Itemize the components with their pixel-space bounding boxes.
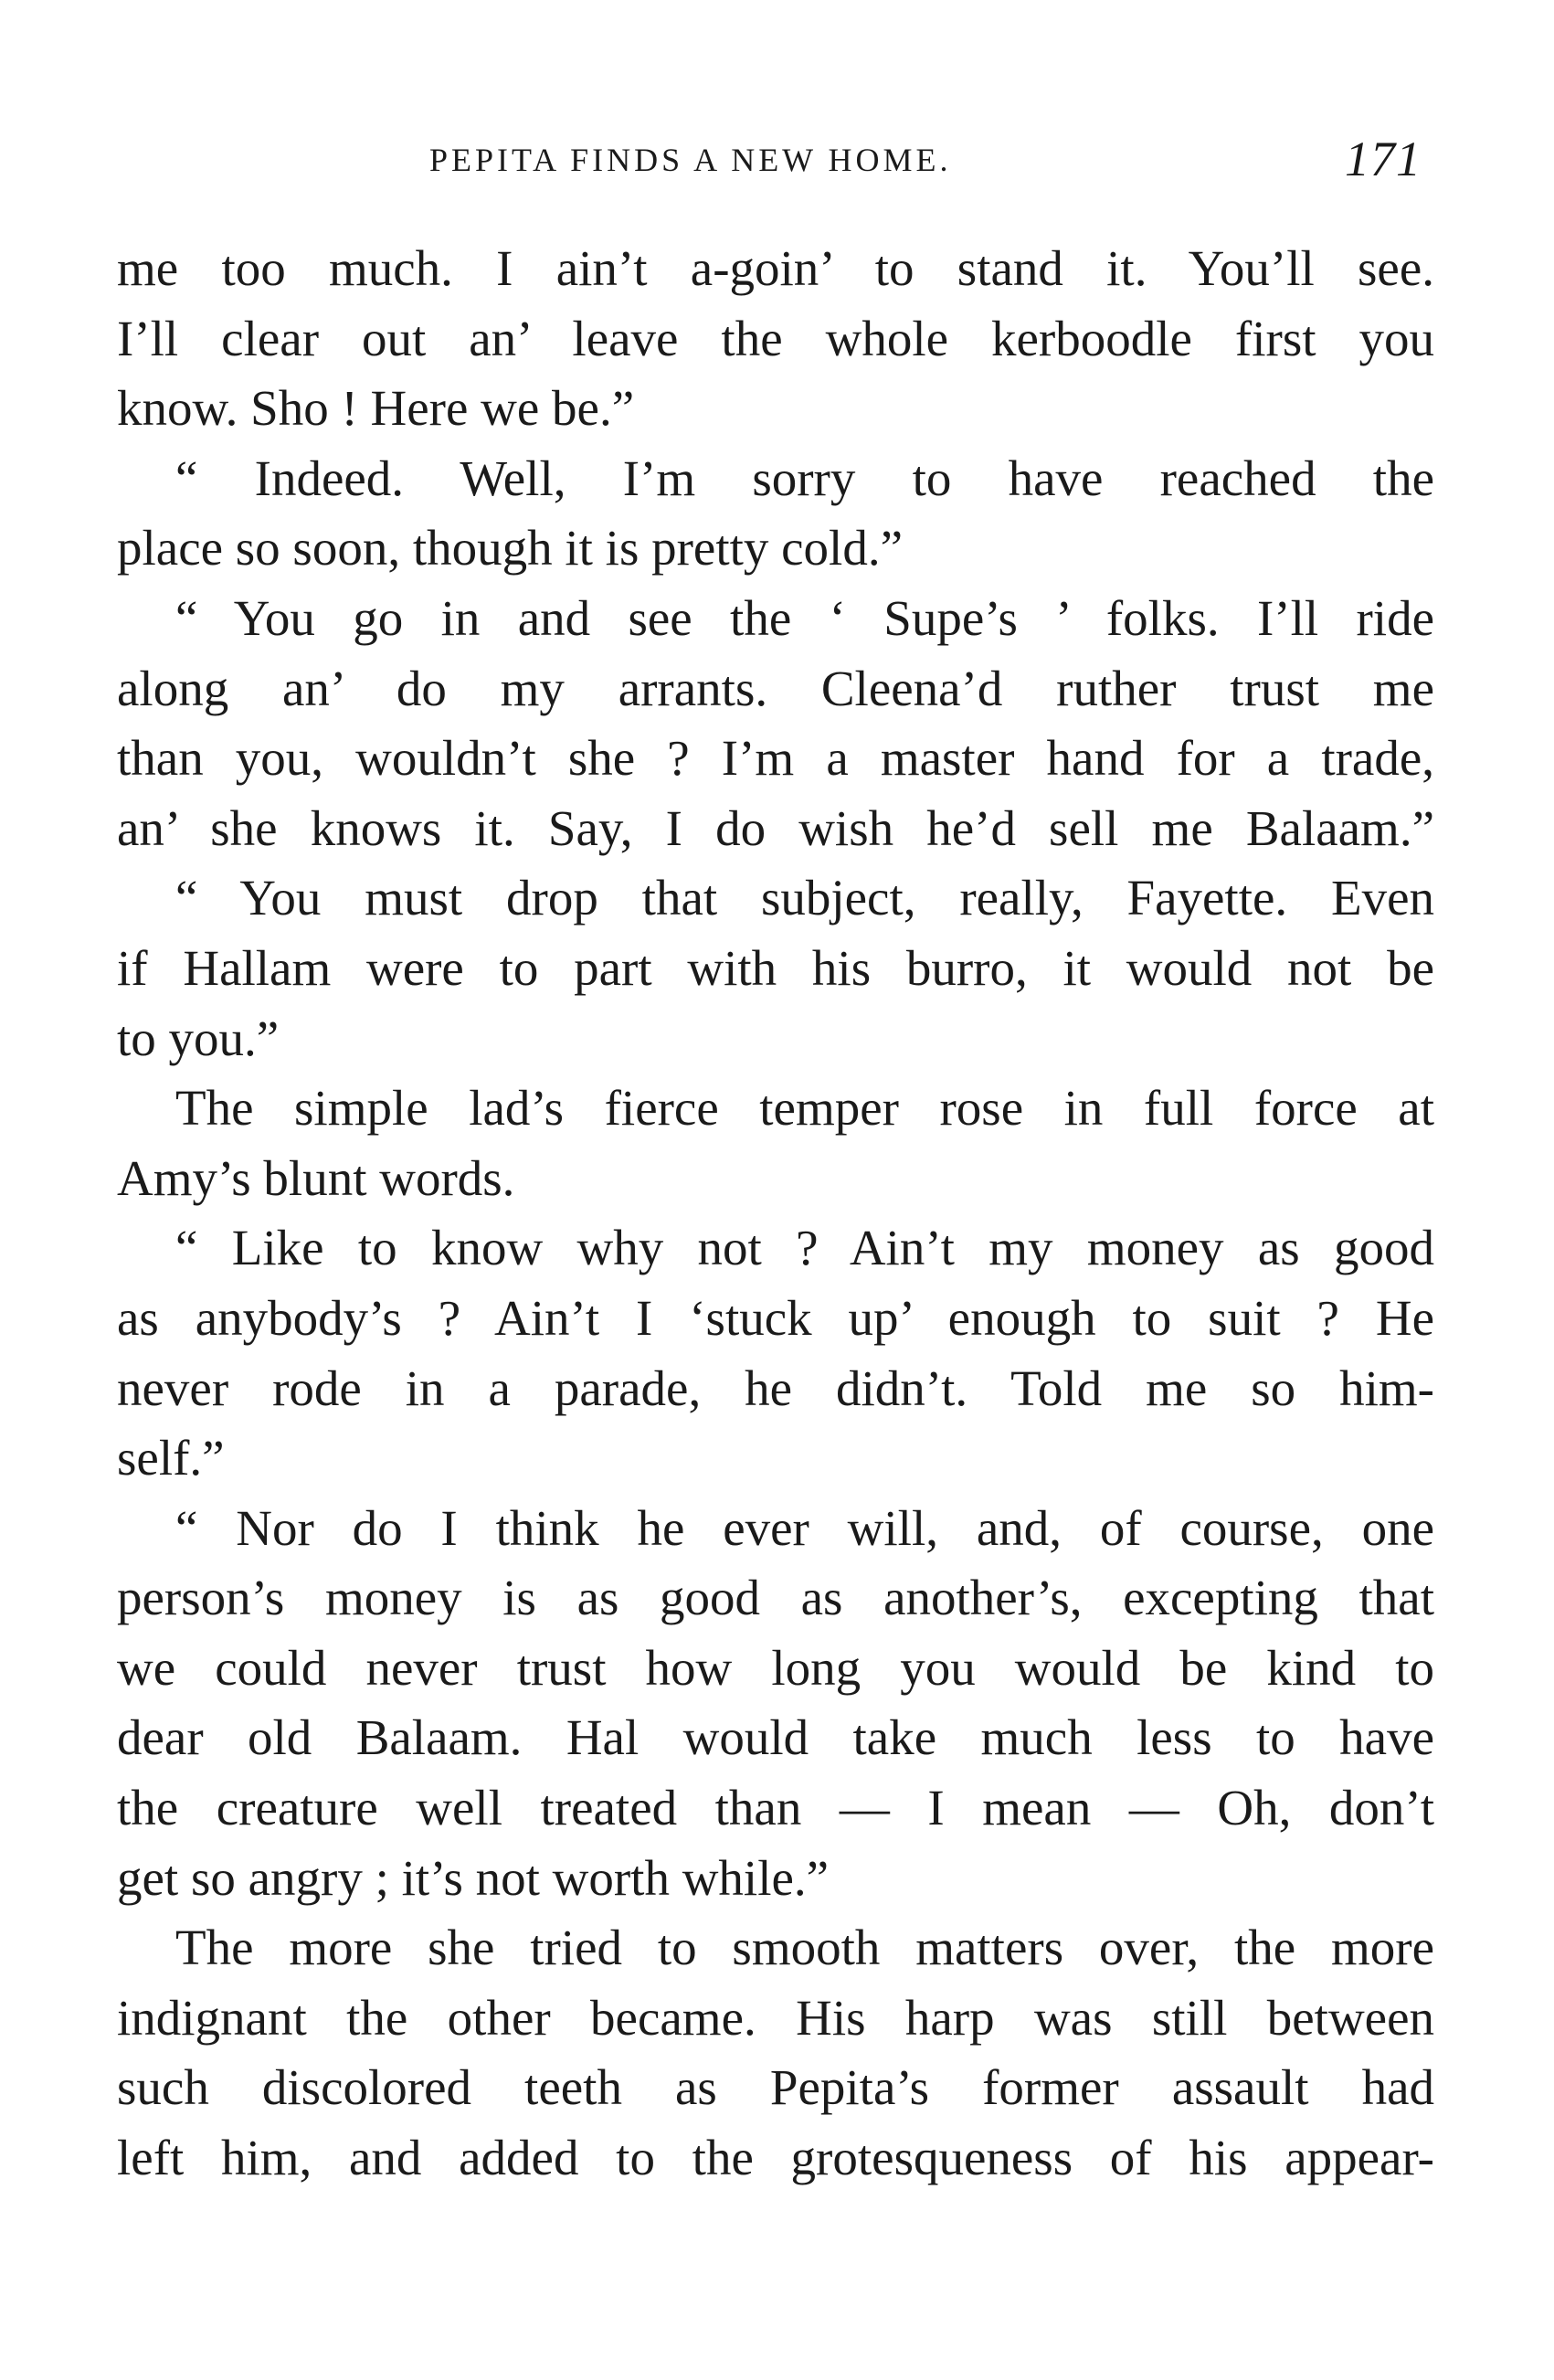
text-line: such discolored teeth as Pepita’s former assault had [117, 2059, 1434, 2116]
text-line: me too much. I ain’t a-goin’ to stand it. You’ll see. [117, 240, 1434, 296]
text-line: get so angry ; it’s not worth while.” [117, 1849, 830, 1906]
text-line: as anybody’s ? Ain’t I ‘stuck up’ enough to suit ? He [117, 1289, 1434, 1346]
text-line: dear old Balaam. Hal would take much less to have [117, 1709, 1434, 1766]
text-line: the creature well treated than — I mean — Oh, don’t [117, 1780, 1434, 1836]
text-line: know. Sho ! Here we be.” [117, 380, 635, 437]
text-line: we could never trust how long you would be kind to [117, 1639, 1434, 1696]
text-line: I’ll clear out an’ leave the whole kerboodle first you [117, 310, 1434, 366]
text-line: “ You go in and see the ‘ Supe’s ’ folks. I’ll ride [175, 589, 1434, 646]
running-head [0, 132, 1554, 196]
body-text [117, 234, 1434, 2194]
text-line: “ You must drop that subject, really, Fayette. Even [175, 870, 1434, 926]
text-line: person’s money is as good as another’s, excepting that [117, 1570, 1434, 1626]
running-title: PEPITA FINDS A NEW HOME. [429, 142, 952, 178]
text-line: never rode in a parade, he didn’t. Told me so him- [117, 1359, 1434, 1416]
text-line: to you.” [117, 1010, 280, 1066]
text-line: “ Like to know why not ? Ain’t my money as good [175, 1220, 1434, 1276]
text-line: The more she tried to smooth matters over, the more [175, 1920, 1434, 1976]
text-line: if Hallam were to part with his burro, it would not be [117, 939, 1434, 996]
page-number: 171 [1345, 132, 1422, 186]
text-line: “ Nor do I think he ever will, and, of course, one [175, 1499, 1434, 1556]
text-line: an’ she knows it. Say, I do wish he’d sell me Balaam.” [117, 799, 1434, 856]
text-line: along an’ do my arrants. Cleena’d ruther trust me [117, 660, 1434, 716]
text-line: than you, wouldn’t she ? I’m a master hand for a trade, [117, 730, 1434, 787]
text-line: self.” [117, 1430, 225, 1486]
text-line: left him, and added to the grotesqueness of his appear- [117, 2130, 1434, 2186]
text-line: “ Indeed. Well, I’m sorry to have reached the [175, 450, 1434, 506]
text-line: Amy’s blunt words. [117, 1149, 515, 1206]
text-line: The simple lad’s fierce temper rose in full force at [175, 1080, 1434, 1137]
text-line: place so soon, though it is pretty cold.” [117, 520, 903, 576]
text-line: indignant the other bec⁠ame. His harp was still between [117, 1989, 1434, 2046]
